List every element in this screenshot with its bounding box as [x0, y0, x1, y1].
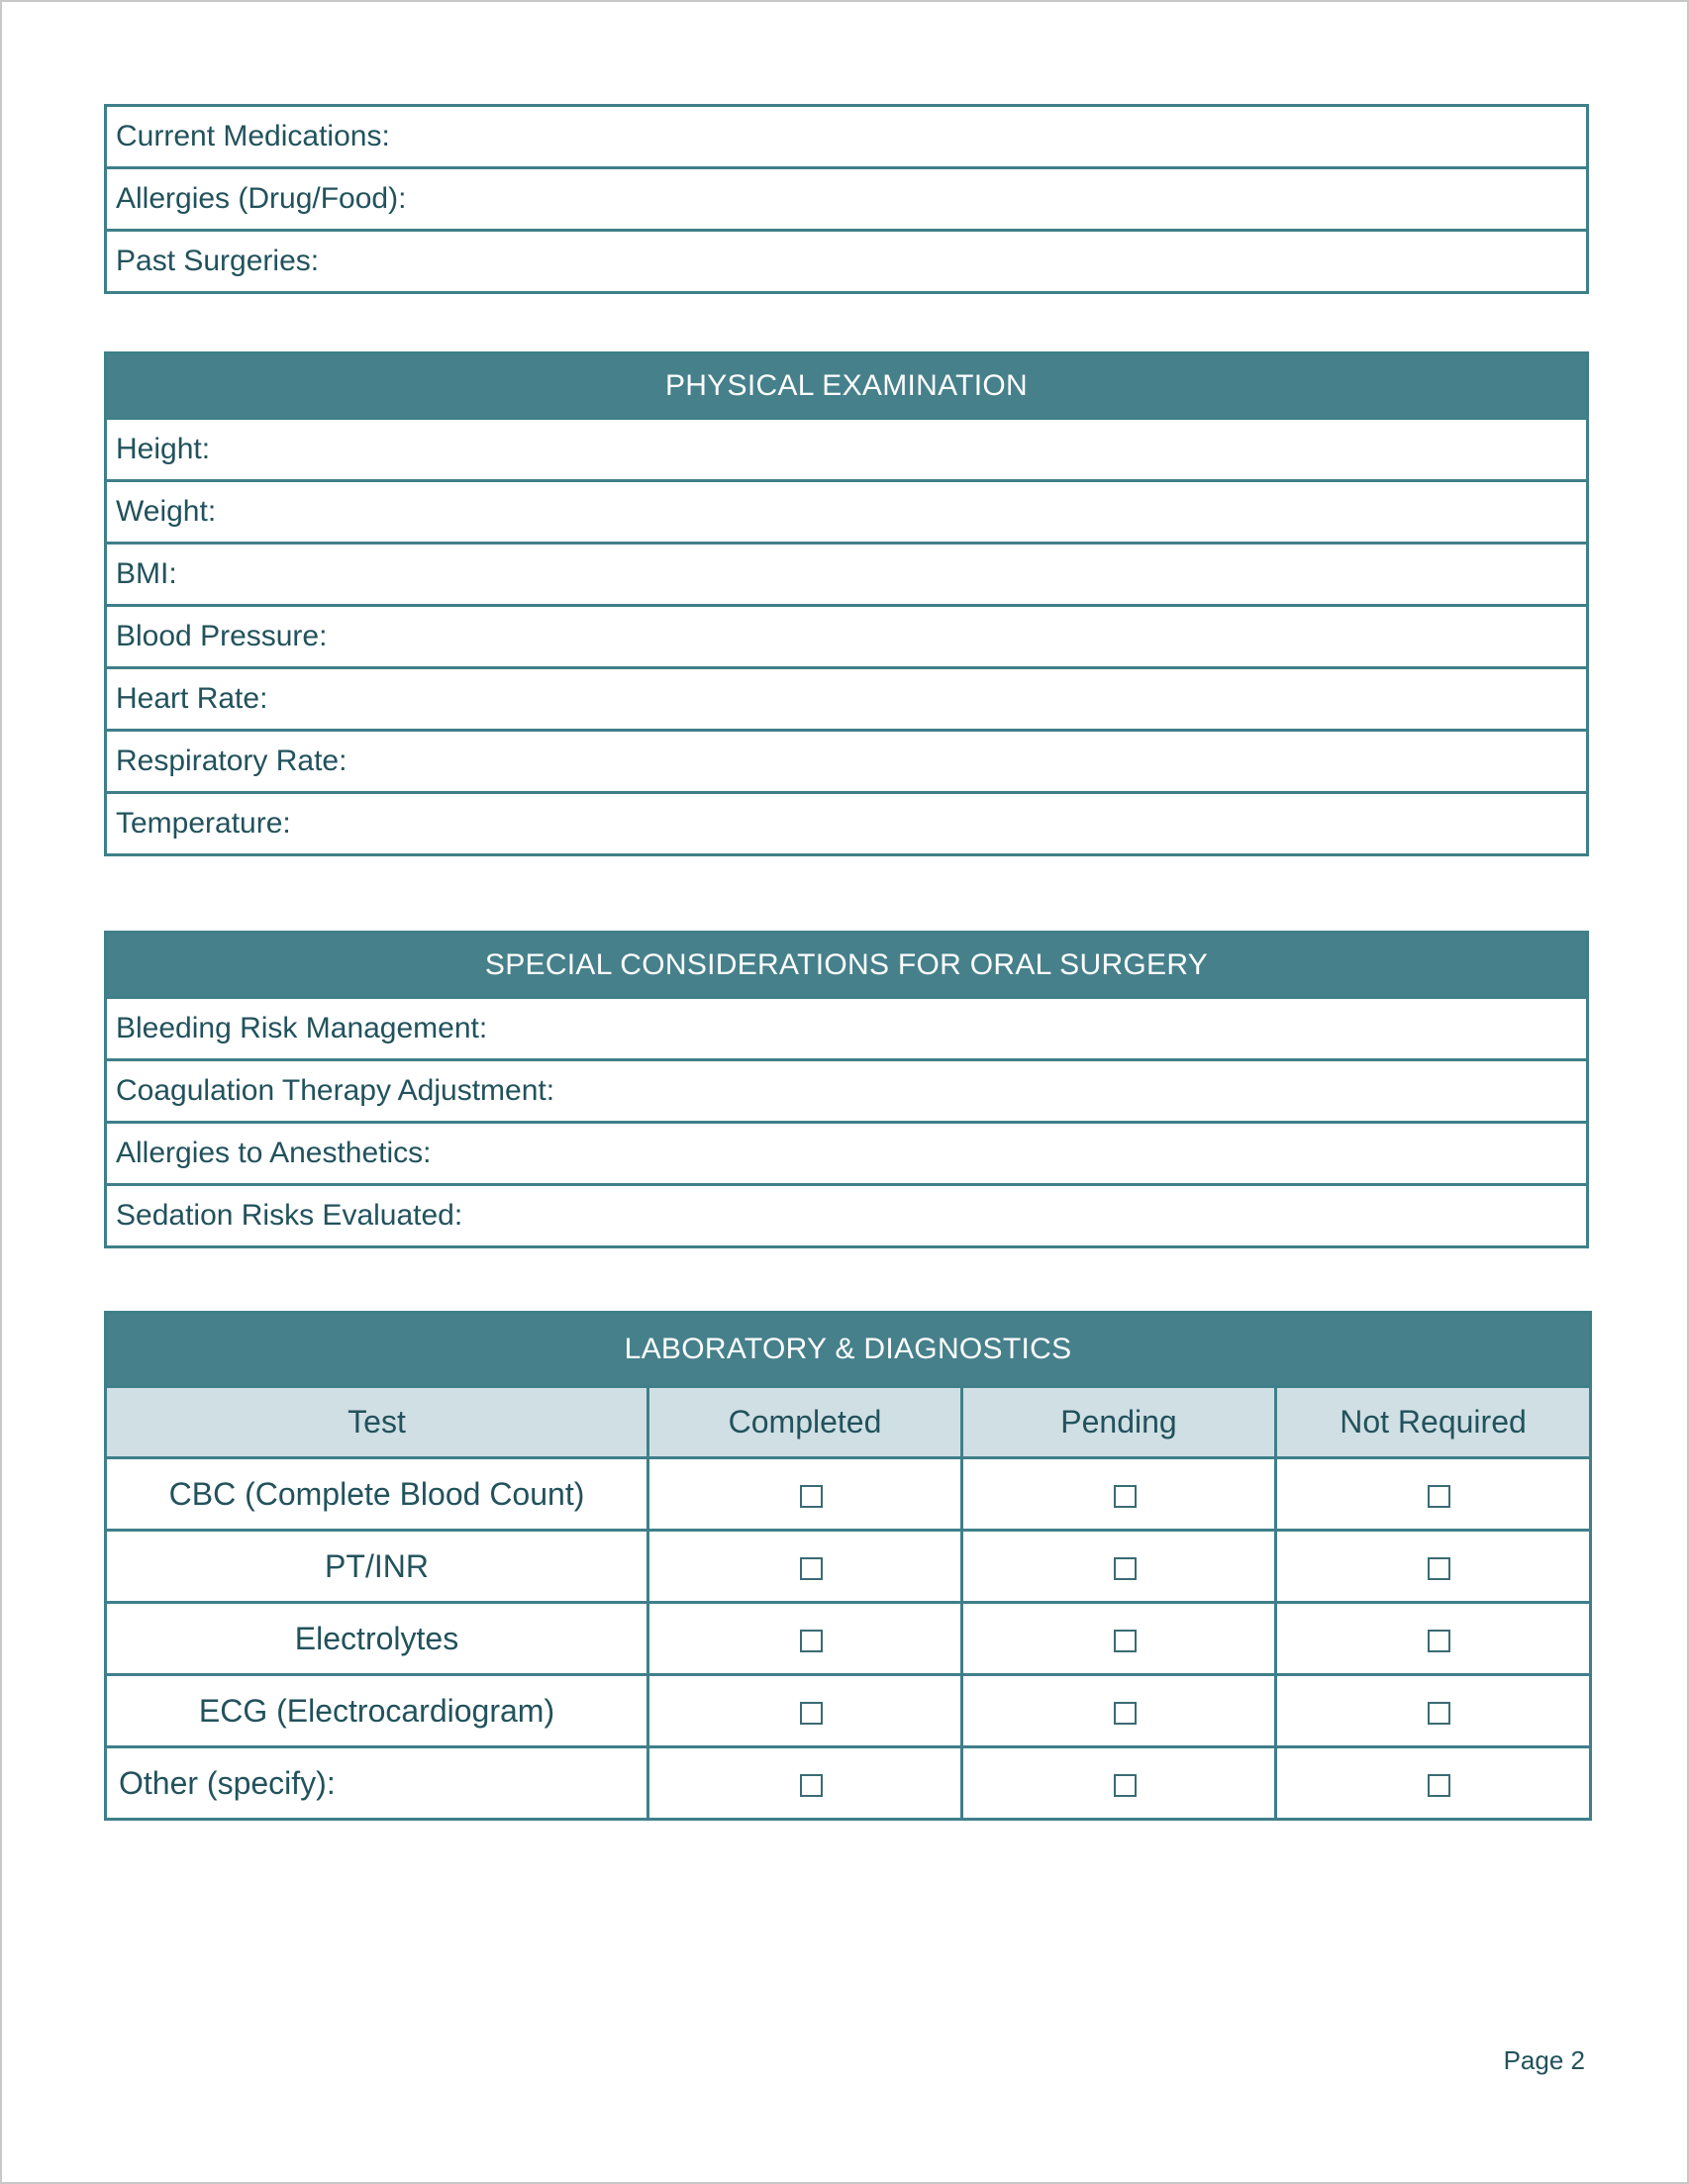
column-header-test: Test: [106, 1387, 648, 1458]
field-row-sedation-risks: [106, 1185, 1588, 1247]
pending-checkbox[interactable]: [1114, 1774, 1137, 1797]
lab-cell-pending: [962, 1458, 1276, 1531]
special-considerations-header-row: [106, 933, 1588, 998]
lab-cell-completed: [648, 1747, 962, 1820]
not-required-checkbox[interactable]: [1428, 1702, 1450, 1725]
medical-history-table: [104, 104, 1589, 294]
field-respiratory-rate[interactable]: Respiratory Rate:: [106, 731, 1588, 793]
field-row-weight: [106, 481, 1588, 544]
lab-cell-pending: [962, 1747, 1276, 1820]
special-considerations-table: [104, 931, 1589, 1248]
pending-checkbox[interactable]: [1114, 1557, 1137, 1580]
lab-test-electrolytes: Electrolytes: [106, 1603, 648, 1675]
field-row-bmi: [106, 544, 1588, 606]
lab-cell-completed: [648, 1675, 962, 1747]
completed-checkbox[interactable]: [800, 1557, 823, 1580]
field-row-respiratory-rate: [106, 731, 1588, 793]
not-required-checkbox[interactable]: [1428, 1485, 1450, 1508]
lab-row-pt-inr: [106, 1531, 1591, 1603]
not-required-checkbox[interactable]: [1428, 1630, 1450, 1652]
lab-cell-not-required: [1276, 1458, 1591, 1531]
laboratory-diagnostics-title: LABORATORY & DIAGNOSTICS: [106, 1313, 1591, 1387]
completed-checkbox[interactable]: [800, 1485, 823, 1508]
field-bmi[interactable]: BMI:: [106, 544, 1588, 606]
laboratory-header-row: [106, 1313, 1591, 1387]
lab-cell-pending: [962, 1531, 1276, 1603]
field-heart-rate[interactable]: Heart Rate:: [106, 668, 1588, 731]
field-row-coagulation-therapy: [106, 1060, 1588, 1123]
lab-cell-not-required: [1276, 1531, 1591, 1603]
field-row-bleeding-risk: [106, 998, 1588, 1060]
field-row-allergies-anesthetics: [106, 1123, 1588, 1185]
field-temperature[interactable]: Temperature:: [106, 793, 1588, 855]
lab-row-cbc: [106, 1458, 1591, 1531]
completed-checkbox[interactable]: [800, 1774, 823, 1797]
lab-test-other[interactable]: Other (specify):: [106, 1747, 648, 1820]
not-required-checkbox[interactable]: [1428, 1557, 1450, 1580]
completed-checkbox[interactable]: [800, 1702, 823, 1725]
field-blood-pressure[interactable]: Blood Pressure:: [106, 606, 1588, 668]
lab-cell-pending: [962, 1603, 1276, 1675]
special-considerations-title: SPECIAL CONSIDERATIONS FOR ORAL SURGERY: [106, 933, 1588, 998]
field-past-surgeries[interactable]: Past Surgeries:: [106, 231, 1588, 293]
field-row-heart-rate: [106, 668, 1588, 731]
lab-cell-not-required: [1276, 1675, 1591, 1747]
field-allergies[interactable]: Allergies (Drug/Food):: [106, 168, 1588, 231]
physical-examination-header-row: [106, 353, 1588, 419]
column-header-not-required: Not Required: [1276, 1387, 1591, 1458]
physical-examination-table: [104, 351, 1589, 856]
field-height[interactable]: Height:: [106, 419, 1588, 481]
column-header-pending: Pending: [962, 1387, 1276, 1458]
field-row-current-medications: [106, 106, 1588, 168]
pending-checkbox[interactable]: [1114, 1485, 1137, 1508]
lab-row-electrolytes: [106, 1603, 1591, 1675]
field-weight[interactable]: Weight:: [106, 481, 1588, 544]
field-sedation-risks-evaluated[interactable]: Sedation Risks Evaluated:: [106, 1185, 1588, 1247]
lab-cell-not-required: [1276, 1603, 1591, 1675]
not-required-checkbox[interactable]: [1428, 1774, 1450, 1797]
completed-checkbox[interactable]: [800, 1630, 823, 1652]
lab-cell-pending: [962, 1675, 1276, 1747]
lab-cell-not-required: [1276, 1747, 1591, 1820]
field-row-allergies: [106, 168, 1588, 231]
field-row-temperature: [106, 793, 1588, 855]
field-row-blood-pressure: [106, 606, 1588, 668]
lab-row-ecg: [106, 1675, 1591, 1747]
field-coagulation-therapy-adjustment[interactable]: Coagulation Therapy Adjustment:: [106, 1060, 1588, 1123]
field-current-medications[interactable]: Current Medications:: [106, 106, 1588, 168]
physical-examination-title: PHYSICAL EXAMINATION: [106, 353, 1588, 419]
field-row-past-surgeries: [106, 231, 1588, 293]
column-header-completed: Completed: [648, 1387, 962, 1458]
lab-cell-completed: [648, 1603, 962, 1675]
lab-cell-completed: [648, 1458, 962, 1531]
pending-checkbox[interactable]: [1114, 1702, 1137, 1725]
pending-checkbox[interactable]: [1114, 1630, 1137, 1652]
field-bleeding-risk-management[interactable]: Bleeding Risk Management:: [106, 998, 1588, 1060]
lab-test-cbc: CBC (Complete Blood Count): [106, 1458, 648, 1531]
lab-cell-completed: [648, 1531, 962, 1603]
lab-test-ecg: ECG (Electrocardiogram): [106, 1675, 648, 1747]
page-number: Page 2: [1503, 2045, 1585, 2075]
laboratory-column-header-row: [106, 1387, 1591, 1458]
field-row-height: [106, 419, 1588, 481]
lab-row-other: [106, 1747, 1591, 1820]
field-allergies-to-anesthetics[interactable]: Allergies to Anesthetics:: [106, 1123, 1588, 1185]
lab-test-pt-inr: PT/INR: [106, 1531, 648, 1603]
laboratory-diagnostics-table: [104, 1311, 1592, 1821]
